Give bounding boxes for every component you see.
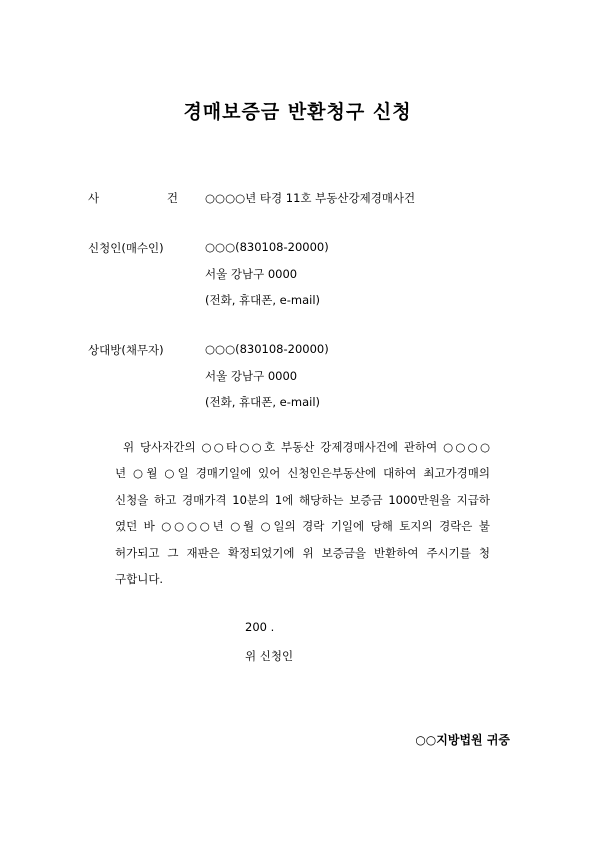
body-line: 년 ○월 ○일 경매기일에 있어 신청인은부동산에 대하여 최고가경매의 bbox=[115, 466, 490, 481]
applicant-name: ○○○(830108-20000) bbox=[205, 240, 329, 254]
body-line: 구합니다. bbox=[115, 572, 164, 587]
respondent-name: ○○○(830108-20000) bbox=[205, 342, 329, 356]
body-line: 허가되고 그 재판은 확정되었기에 위 보증금을 반환하여 주시기를 청 bbox=[115, 545, 490, 560]
body-line: 신청을 하고 경매가격 10분의 1에 해당하는 보증금 1000만원을 지급하 bbox=[115, 492, 490, 507]
respondent-contact: (전화, 휴대폰, e-mail) bbox=[205, 395, 321, 409]
respondent-address: 서울 강남구 0000 bbox=[205, 369, 298, 383]
body-line: 였던 바 ○○○○년 ○월 ○일의 경락 기일에 당해 토지의 경락은 불 bbox=[115, 519, 490, 534]
case-value: ○○○○년 타경 11호 부동산강제경매사건 bbox=[205, 191, 416, 205]
case-label-right: 건 bbox=[166, 191, 178, 205]
applicant-contact: (전화, 휴대폰, e-mail) bbox=[205, 293, 321, 307]
body-line: 위 당사자간의 ○○타○○호 부동산 강제경매사건에 관하여 ○○○○ bbox=[123, 440, 490, 454]
signer-line: 위 신청인 bbox=[245, 649, 294, 663]
respondent-label: 상대방(채무자) bbox=[88, 343, 164, 357]
case-label bbox=[88, 190, 178, 206]
applicant-address: 서울 강남구 0000 bbox=[205, 267, 298, 281]
document-title: 경매보증금 반환청구 신청 bbox=[183, 101, 412, 123]
case-label-left: 사 bbox=[88, 191, 100, 205]
date-line: 200 . bbox=[245, 620, 275, 634]
applicant-label: 신청인(매수인) bbox=[88, 241, 164, 255]
body-paragraph bbox=[115, 434, 490, 592]
court-addressee: ○○지방법원 귀중 bbox=[415, 733, 510, 747]
